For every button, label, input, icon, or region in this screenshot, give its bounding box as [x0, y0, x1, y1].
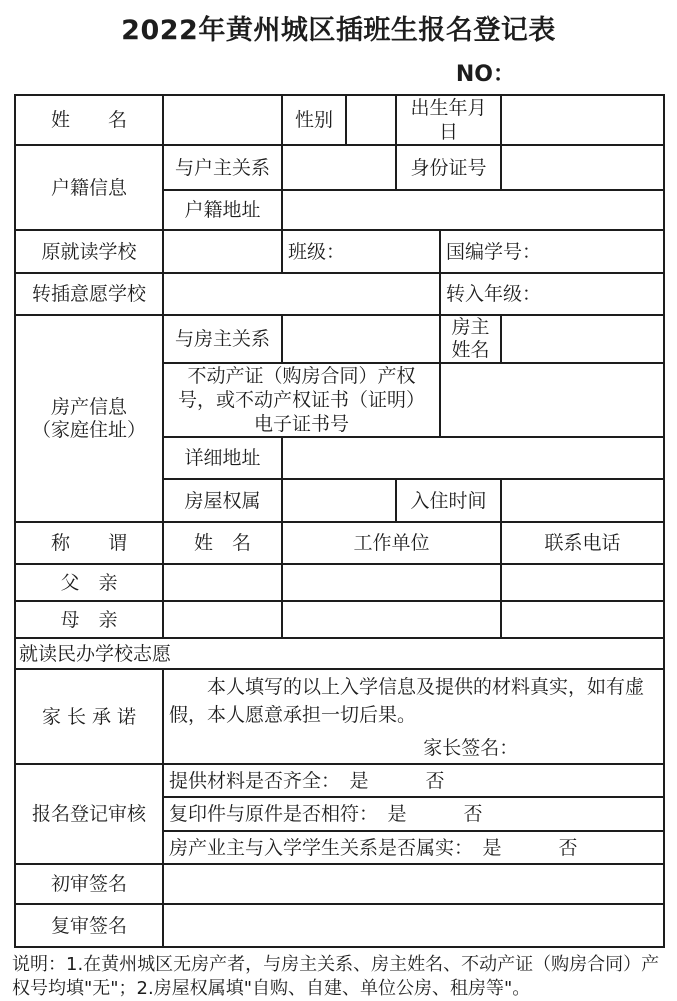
phone-header: 联系电话 [501, 522, 664, 564]
owner-relation-value-cell [282, 315, 440, 363]
class-label: 班级： [282, 230, 440, 273]
table-row [15, 273, 664, 315]
hukou-section-label: 户籍信息 [15, 145, 163, 230]
transfer-school-value-cell [163, 273, 440, 315]
form-number-label: NO： [455, 62, 515, 87]
page-title: 2022年黄州城区插班生报名登记表 [121, 15, 556, 46]
mother-label: 母 亲 [15, 601, 163, 638]
owner-name-label-line1: 房主 [451, 316, 490, 338]
registration-form-page [0, 8, 677, 999]
father-name-value-cell [163, 564, 282, 601]
table-row [15, 230, 664, 273]
mother-work-value-cell [282, 601, 501, 638]
orig-school-label: 原就读学校 [15, 230, 163, 273]
mother-name-value-cell [163, 601, 282, 638]
table-row [15, 904, 664, 947]
table-row [15, 145, 664, 190]
table-row [15, 764, 664, 797]
ownership-label: 房屋权属 [163, 479, 282, 522]
national-student-id-label: 国编学号： [440, 230, 664, 273]
id-number-value-cell [501, 145, 664, 190]
first-review-sign-label: 初审签名 [15, 864, 163, 904]
hukou-relation-label: 与户主关系 [163, 145, 282, 190]
table-row [15, 638, 664, 669]
name-value-cell [163, 95, 282, 145]
father-label: 父 亲 [15, 564, 163, 601]
transfer-school-label: 转插意愿学校 [15, 273, 163, 315]
table-row [15, 315, 664, 363]
mother-phone-value-cell [501, 601, 664, 638]
review-item-copies: 复印件与原件是否相符： 是 否 [163, 797, 664, 831]
detail-address-value-cell [282, 437, 664, 479]
table-row [15, 669, 664, 764]
review-item-owner-relation: 房产业主与入学学生关系是否属实： 是 否 [163, 831, 664, 864]
table-row [15, 95, 664, 145]
birth-date-value-cell [501, 95, 664, 145]
father-phone-value-cell [501, 564, 664, 601]
owner-name-label [440, 315, 501, 363]
parent-name-header: 姓 名 [163, 522, 282, 564]
pledge-section-label: 家 长 承 诺 [15, 669, 163, 764]
table-row [15, 601, 664, 638]
private-school-wish-label: 就读民办学校志愿 [15, 638, 664, 669]
id-number-label: 身份证号 [396, 145, 501, 190]
table-row [15, 522, 664, 564]
hukou-relation-value-cell [282, 145, 396, 190]
deed-number-value-cell [440, 363, 664, 437]
birth-date-label: 出生年月日 [396, 95, 501, 145]
transfer-grade-label: 转入年级： [440, 273, 664, 315]
hukou-address-value-cell [282, 190, 664, 230]
registration-table [14, 94, 665, 948]
property-section-label [15, 315, 163, 522]
owner-relation-label: 与房主关系 [163, 315, 282, 363]
review-section-label: 报名登记审核 [15, 764, 163, 864]
review-item-materials: 提供材料是否齐全： 是 否 [163, 764, 664, 797]
first-review-sign-value-cell [163, 864, 664, 904]
second-review-sign-value-cell [163, 904, 664, 947]
footer-notes: 说明：1.在黄州城区无房产者，与房主关系、房主姓名、不动产证（购房合同）产权号均填"无"；2.房屋权属填"自购、自建、单位公房、租房等"。 [12, 954, 660, 999]
father-work-value-cell [282, 564, 501, 601]
property-section-label-line1: 房产信息 [50, 395, 127, 418]
table-row [15, 564, 664, 601]
name-label: 姓 名 [15, 95, 163, 145]
gender-value-cell [346, 95, 396, 145]
pledge-sign-label: 家长签名： [423, 736, 519, 759]
pledge-text: 本人填写的以上入学信息及提供的材料真实，如有虚假，本人愿意承担一切后果。 [169, 675, 645, 726]
table-row [15, 864, 664, 904]
pledge-content-cell [163, 669, 664, 764]
work-unit-header: 工作单位 [282, 522, 501, 564]
ownership-value-cell [282, 479, 396, 522]
gender-label: 性别 [282, 95, 346, 145]
hukou-address-label: 户籍地址 [163, 190, 282, 230]
relation-header: 称 谓 [15, 522, 163, 564]
second-review-sign-label: 复审签名 [15, 904, 163, 947]
owner-name-value-cell [501, 315, 664, 363]
move-in-time-value-cell [501, 479, 664, 522]
move-in-time-label: 入住时间 [396, 479, 501, 522]
detail-address-label: 详细地址 [163, 437, 282, 479]
orig-school-value-cell [163, 230, 282, 273]
deed-number-label: 不动产证（购房合同）产权号，或不动产权证书（证明）电子证书号 [163, 363, 440, 437]
property-section-label-line2: （家庭住址） [31, 418, 146, 441]
owner-name-label-line2: 姓名 [451, 339, 490, 361]
